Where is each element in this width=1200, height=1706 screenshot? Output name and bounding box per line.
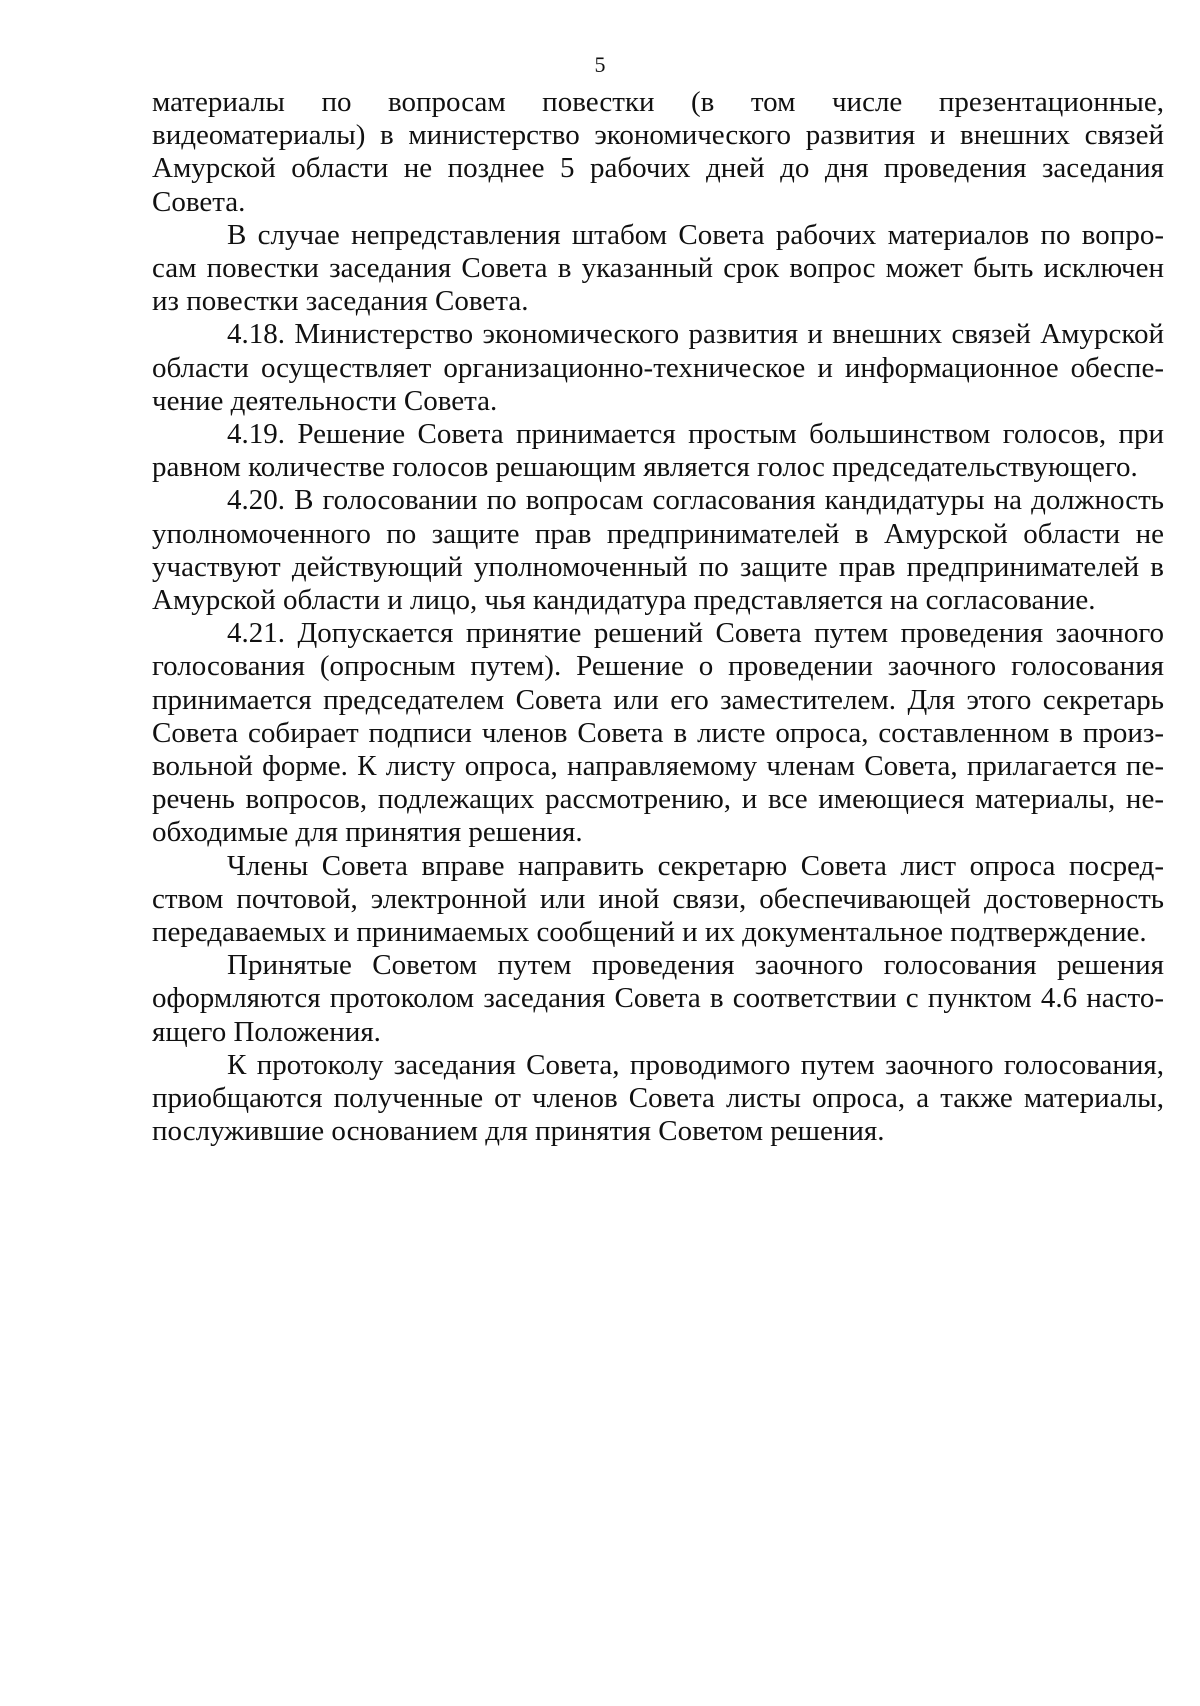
paragraph-exclusion-from-agenda: В случае непредставления штабом Совета рабочих материалов по вопросам повестки заседания Совета в указанный срок вопрос может быть исключен из повестки заседания Совета. — [152, 218, 1164, 318]
paragraph-decisions-protocol: Принятые Советом путем проведения заочного голосования решения оформляются протоколом заседания Совета в соответствии с пунктом 4.6 настоящего Положения. — [152, 949, 1164, 1048]
paragraph-protocol-attachments: К протоколу заседания Совета, проводимого путем заочного голосования, приобщаются полученные от членов Совета листы опроса, а также материалы, послужившие основанием для принятия Советом решения. — [152, 1048, 1164, 1148]
page-number: 5 — [594, 52, 606, 77]
paragraph-submission-deadline: материалы по вопросам повестки (в том числе презентационные, видеоматериалы) в министерство экономического развития и внешних связей Амурской области не позднее 5 рабочих дней до дня проведения заседания Совета. — [152, 86, 1164, 218]
paragraph-4-19: 4.19. Решение Совета принимается простым большинством голосов, при равном количестве голосов решающим является голос председательствующего. — [152, 418, 1164, 484]
paragraph-survey-delivery: Члены Совета вправе направить секретарю Совета лист опроса посредством почтовой, электронной или иной связи, обеспечивающей достоверность передаваемых и принимаемых сообщений и их документальное подтверждение. — [152, 849, 1164, 949]
paragraph-4-20: 4.20. В голосовании по вопросам согласования кандидатуры на должность уполномоченного по защите прав предпринимателей в Амурской области не участвуют действующий уполномоченный по защите прав предпринимателей в Амурской области и лицо, чья кандидатура представляется на согласование. — [152, 484, 1164, 617]
paragraph-4-18: 4.18. Министерство экономического развития и внешних связей Амурской области осуществляет организационно-техническое и информационное обеспечение деятельности Совета. — [152, 318, 1164, 417]
document-body — [152, 86, 1164, 1149]
paragraph-4-21: 4.21. Допускается принятие решений Совета путем проведения заочного голосования (опросным путем). Решение о проведении заочного голосования принимается председателем Совета или его заместителем. Для этого секретарь Совета собирает подписи членов Совета в листе опроса, составленном в произвольной форме. К листу опроса, направляемому членам Совета, прилагается перечень вопросов, подлежащих рассмотрению, и все имеющиеся материалы, необходимые для принятия решения. — [152, 617, 1164, 849]
